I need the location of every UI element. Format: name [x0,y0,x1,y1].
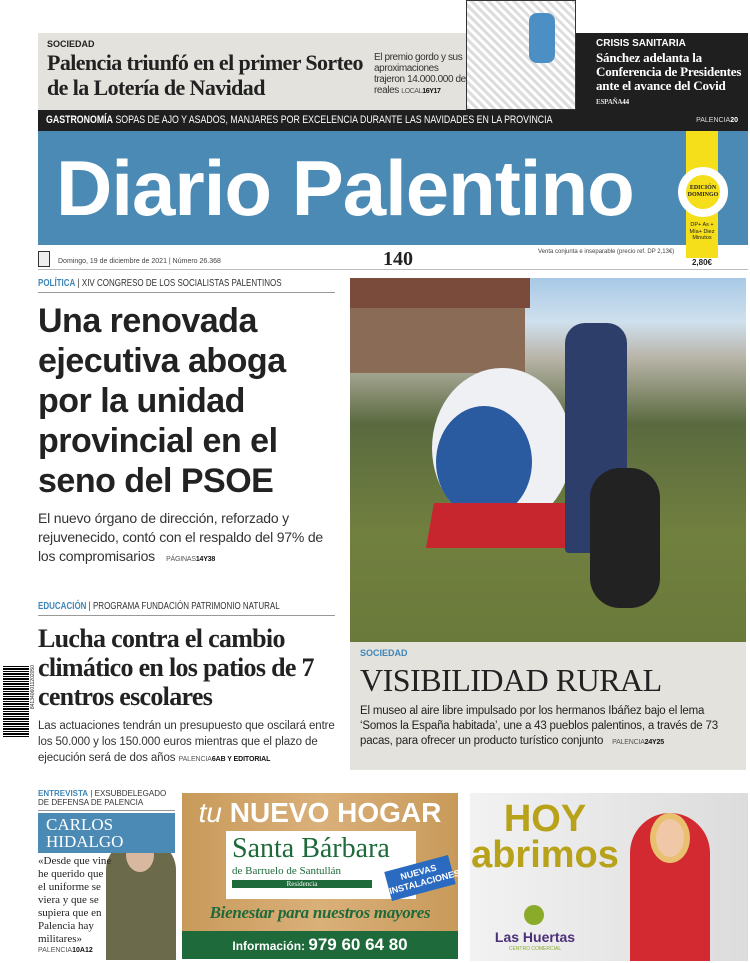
page-ref [696,110,738,131]
girl-with-gift [630,813,710,961]
kicker-text: PROGRAMA FUNDACIÓN PATRIMONIO NATURAL [92,601,280,612]
edition-badge [678,167,728,217]
headline: Lucha contra el cambio climático en los patios de 7 centros escolares [38,624,314,711]
ad-title-tu: tu [198,797,222,828]
roof-photo-element [350,278,530,308]
ref-pages: 20 [730,117,738,124]
ref-pages: 24Y25 [644,739,664,746]
las-huertas-logo-icon [524,905,544,925]
kicker-text: EXSUBDELEGADO DE DEFENSA DE PALENCIA [38,789,167,807]
dek-text: El museo al aire libre impulsado por los hermanos Ibáñez bajo el lema ‘Somos la España habitada’, une a 43 pueblos palentinos, a través de 73 pacas, para ofrecer un producto turístico conjunto [360,705,718,747]
ref-label: PALENCIA [696,117,731,124]
ref-pages: 16Y17 [422,88,441,95]
banner-line [46,110,552,131]
kicker-line: POLÍTICA | XIV CONGRESO DE LOS SOCIALISTAS PALENTINOS [38,278,282,289]
ref-pages: 44 [622,98,629,106]
headline [596,51,746,109]
section-label: POLÍTICA [38,278,76,289]
lottery-illustration [466,0,576,110]
dog-figure [590,468,660,608]
section-label: EDUCACIÓN [38,601,87,612]
ref-pages: 14Y38 [195,556,216,563]
brand: Las Huertas [494,929,576,945]
section-label: SOCIEDAD [360,648,408,658]
price: 2,80€ [691,258,713,267]
ref-label: PALENCIA [612,739,645,746]
ref-label: PALENCIA [38,947,73,954]
story-crisis-sanitaria[interactable] [576,33,748,110]
brand-sub: de Barruelo de Santullán [232,865,342,877]
section-label: CRISIS SANITARIA [596,38,686,49]
rural-museum-photo[interactable] [350,278,746,642]
dek [38,509,335,569]
dek-text: Las actuaciones tendrán un presupuesto que oscilará entre los 50.000 y los 150.000 euros mientras que el plazo de ejecución será de dos años [38,720,335,764]
page-ref [401,88,440,95]
dateline [38,248,748,270]
page-ref [166,556,215,563]
kicker [38,601,335,616]
kicker: ENTREVISTA | EXSUBDELEGADO DE DEFENSA DE PALENCIA [38,789,175,811]
page-ref [179,756,271,763]
info-label: Información: [232,939,306,953]
new-badge: NUEVAS INSTALACIONES [384,855,456,901]
dek [374,52,466,97]
interviewee-name: CARLOS HIDALGO [38,813,175,853]
bundle-label: DP+ As + Mía+ Diez Minutos [686,220,718,258]
top-story-lottery[interactable] [38,33,466,110]
figure-illustration [529,13,555,63]
ref-label: LOCAL [401,88,423,95]
gastronomia-banner[interactable] [38,110,748,131]
brand-sub: CENTRO COMERCIAL [508,946,562,952]
quote: «Desde que vine he querido que el uniforme se viera y que se supiera que en Palencia hay militares» [38,855,112,945]
issue-date: Domingo, 19 de diciembre de 2021 | Número 26.368 [58,258,221,265]
ad-title [182,797,458,829]
ad-line1: HOY [503,798,587,840]
section-label: ENTREVISTA [38,789,89,798]
section-label: GASTRONOMÍA [46,114,113,126]
ad-headline [470,798,620,876]
brand: Santa Bárbara [232,833,390,864]
masthead [38,131,748,245]
story-entrevista[interactable] [38,789,175,954]
slogan: Bienestar para nuestros mayores [209,903,431,922]
barcode-number: 8413406011202050 [30,665,36,710]
barcode [3,665,29,737]
ref-pages: 6AB Y EDITORIAL [211,756,271,763]
kicker-line: EDUCACIÓN | PROGRAMA FUNDACIÓN PATRIMONIO NATURAL [38,601,280,612]
headline: VISIBILIDAD RURAL [360,662,662,698]
story-politica[interactable] [38,278,335,569]
ad-las-huertas[interactable] [470,793,748,961]
sale-note: Venta conjunta e inseparable (precio ref. DP 2,13€) [538,249,675,255]
page-ref [596,98,629,106]
edition-label: EDICIÓN DOMINGO [686,175,720,209]
kicker [38,278,335,293]
anniversary-logo: 140 [383,248,413,270]
dek-text: El nuevo órgano de dirección, reforzado y rejuvenecido, contó con el respaldo del 97% de los compromisarios [38,510,323,564]
kicker-text: XIV CONGRESO DE LOS SOCIALISTAS PALENTINOS [81,278,282,289]
story-sociedad[interactable] [350,642,746,770]
bale-painting [436,406,532,518]
story-educacion[interactable] [38,601,335,768]
page-ref [612,739,664,746]
ref-label: ESPAÑA [596,98,623,106]
ref-label: PALENCIA [178,756,212,763]
dek [38,718,335,768]
residencia-label: Residencia [232,880,372,888]
masthead-logo: Diario Palentino [56,144,634,232]
ref-pages: 10A12 [72,947,93,954]
banner-text: SOPAS DE AJO Y ASADOS, MANJARES POR EXCELENCIA DURANTE LAS NAVIDADES EN LA PROVINCIA [115,114,553,126]
face [650,813,690,863]
page-ref [38,947,175,954]
red-base [426,503,584,548]
phone: 979 60 64 80 [308,935,408,954]
headline: Una renovada ejecutiva aboga por la unidad provincial en el seno del PSOE [38,302,286,500]
ref-label: PÁGINAS [166,556,196,563]
ad-title-main: NUEVO HOGAR [229,797,442,828]
ad-line2: abrimos [471,834,619,876]
dek-text: El premio gordo y sus aproximaciones trajeron 14.000.000 de reales [374,52,466,96]
section-label: SOCIEDAD [47,39,95,49]
dek [360,704,736,750]
headline-text: Sánchez adelanta la Conferencia de Presidentes ante el avance del Covid [596,50,742,93]
headline: Palencia triunfó en el primer Sorteo de la Lotería de Navidad [47,50,363,100]
city-crest-icon [38,251,50,267]
ad-residencia-santa-barbara[interactable] [182,793,462,959]
brand-box [226,831,416,899]
info-bar [182,931,458,959]
